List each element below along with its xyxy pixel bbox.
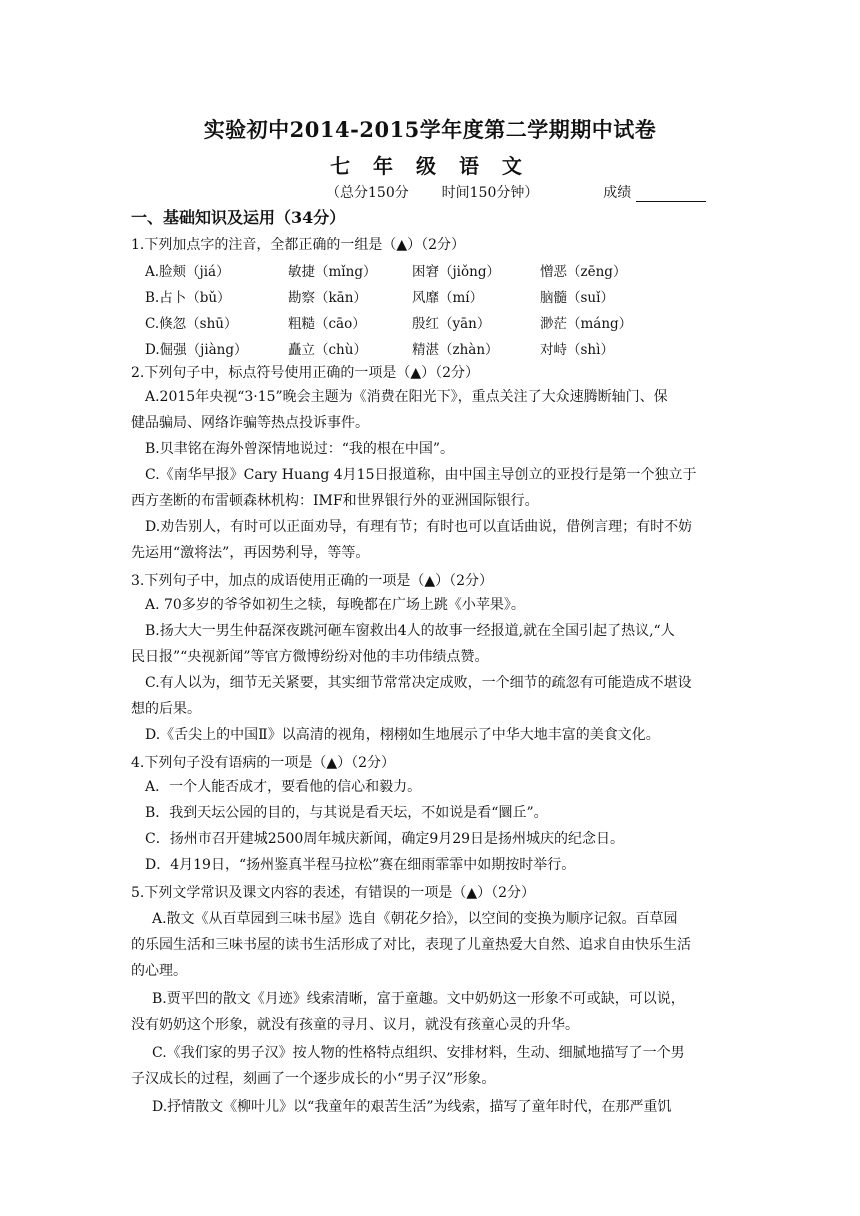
text-line: D.抒情散文《柳叶儿》以“我童年的艰苦生活”为线索，描写了童年时代，在那严重饥: [152, 1099, 672, 1115]
exam-meta: [326, 182, 706, 202]
text-line: D．4月19日，“扬州鉴真半程马拉松”赛在细雨霏霏中如期按时举行。: [145, 857, 576, 873]
text-line: 想的后果。: [131, 701, 201, 717]
text-line: 的乐园生活和三味书屋的读书生活形成了对比，表现了儿童热爱大自然、追求自由快乐生活: [131, 937, 691, 953]
score-label: 成绩: [603, 185, 632, 201]
section-heading: 一、基础知识及运用（34分）: [131, 208, 346, 227]
option-cell: 精湛（zhàn）: [412, 342, 499, 358]
text-line: C.有人以为，细节无关紧要，其实细节常常决定成败，一个细节的疏忽有可能造成不堪设: [145, 675, 692, 691]
text-line: 的心理。: [131, 963, 187, 979]
exam-subtitle: 七 年 级 语 文: [330, 154, 530, 178]
text-line: A.2015年央视“3·15”晚会主题为《消费在阳光下》，重点关注了大众速腾断轴门、保: [145, 389, 668, 405]
text-line: 先运用“激将法”，再因势利导，等等。: [131, 545, 370, 561]
text-line: 子汉成长的过程，刻画了一个逐步成长的小“男子汉”形象。: [131, 1071, 496, 1087]
text-line: D.《舌尖上的中国Ⅱ》以高清的视角，栩栩如生地展示了中华大地丰富的美食文化。: [145, 727, 660, 743]
text-line: D.劝告别人，有时可以正面劝导，有理有节；有时也可以直话曲说，借例言理；有时不妨: [145, 519, 693, 535]
option-cell: C.倏忽（shū）: [145, 316, 238, 332]
text-line: A.散文《从百草园到三味书屋》选自《朝花夕拾》，以空间的变换为顺序记叙。百草园: [152, 911, 678, 927]
option-cell: B.占卜（bǔ）: [145, 290, 231, 306]
text-line: B.贾平凹的散文《月迹》线索清晰，富于童趣。文中奶奶这一形象不可或缺，可以说，: [152, 991, 685, 1007]
option-cell: 殷红（yān）: [412, 316, 491, 332]
question-4-stem: 4.下列句子没有语病的一项是（▲）（2分）: [131, 755, 396, 771]
option-cell: 勘察（kān）: [288, 290, 367, 306]
option-cell: 矗立（chù）: [288, 342, 367, 358]
option-cell: 粗糙（cāo）: [288, 316, 366, 332]
text-line: 健品骗局、网络诈骗等热点投诉事件。: [131, 415, 369, 431]
option-cell: D.倔强（jiàng）: [145, 342, 248, 358]
text-line: C．扬州市召开建城2500周年城庆新闻，确定9月29日是扬州城庆的纪念日。: [145, 831, 625, 847]
option-cell: 困窘（jiǒng）: [412, 264, 500, 280]
option-cell: 脑髓（suǐ）: [540, 290, 614, 306]
option-cell: A.脸颊（jiá）: [145, 264, 230, 280]
text-line: 西方垄断的布雷顿森林机构：IMF和世界银行外的亚洲国际银行。: [131, 493, 539, 509]
text-line: C.《我们家的男子汉》按人物的性格特点组织、安排材料，生动、细腻地描写了一个男: [152, 1045, 685, 1061]
question-5-stem: 5.下列文学常识及课文内容的表述，有错误的一项是（▲）（2分）: [131, 885, 536, 901]
text-line: A．一个人能否成才，要看他的信心和毅力。: [145, 779, 422, 795]
option-cell: 风靡（mí）: [412, 290, 484, 306]
text-line: B.扬大大一男生仲磊深夜跳河砸车窗救出4人的故事一经报道,就在全国引起了热议,“人: [145, 623, 675, 639]
question-3-stem: 3.下列句子中，加点的成语使用正确的一项是（▲）（2分）: [131, 573, 494, 589]
text-line: B.贝聿铭在海外曾深情地说过：“我的根在中国”。: [145, 441, 455, 457]
exam-time: 时间150分钟）: [441, 185, 539, 201]
text-line: C.《南华早报》Cary Huang 4月15日报道称，由中国主导创立的亚投行是第一个独立于: [145, 467, 697, 483]
text-line: B．我到天坛公园的目的，与其说是看天坛，不如说是看“圜丘”。: [145, 805, 548, 821]
option-cell: 渺茫（máng）: [540, 316, 633, 332]
option-cell: 敏捷（mǐng）: [288, 264, 377, 280]
text-line: 民日报”“央视新闻”等官方微博纷纷对他的丰功伟绩点赞。: [131, 649, 489, 665]
option-cell: 憎恶（zēng）: [540, 264, 627, 280]
question-2-stem: 2.下列句子中，标点符号使用正确的一项是（▲）（2分）: [131, 365, 480, 381]
exam-title: 实验初中2014-2015学年度第二学期期中试卷: [203, 117, 657, 142]
score-blank: [636, 187, 706, 202]
option-cell: 对峙（shì）: [540, 342, 614, 358]
total-score: （总分150分: [326, 185, 409, 201]
text-line: A. 70多岁的爷爷如初生之犊，每晚都在广场上跳《小苹果》。: [145, 597, 525, 613]
question-1-stem: 1.下列加点字的注音，全都正确的一组是（▲）（2分）: [131, 237, 466, 253]
text-line: 没有奶奶这个形象，就没有孩童的寻月、议月，就没有孩童心灵的升华。: [131, 1017, 579, 1033]
